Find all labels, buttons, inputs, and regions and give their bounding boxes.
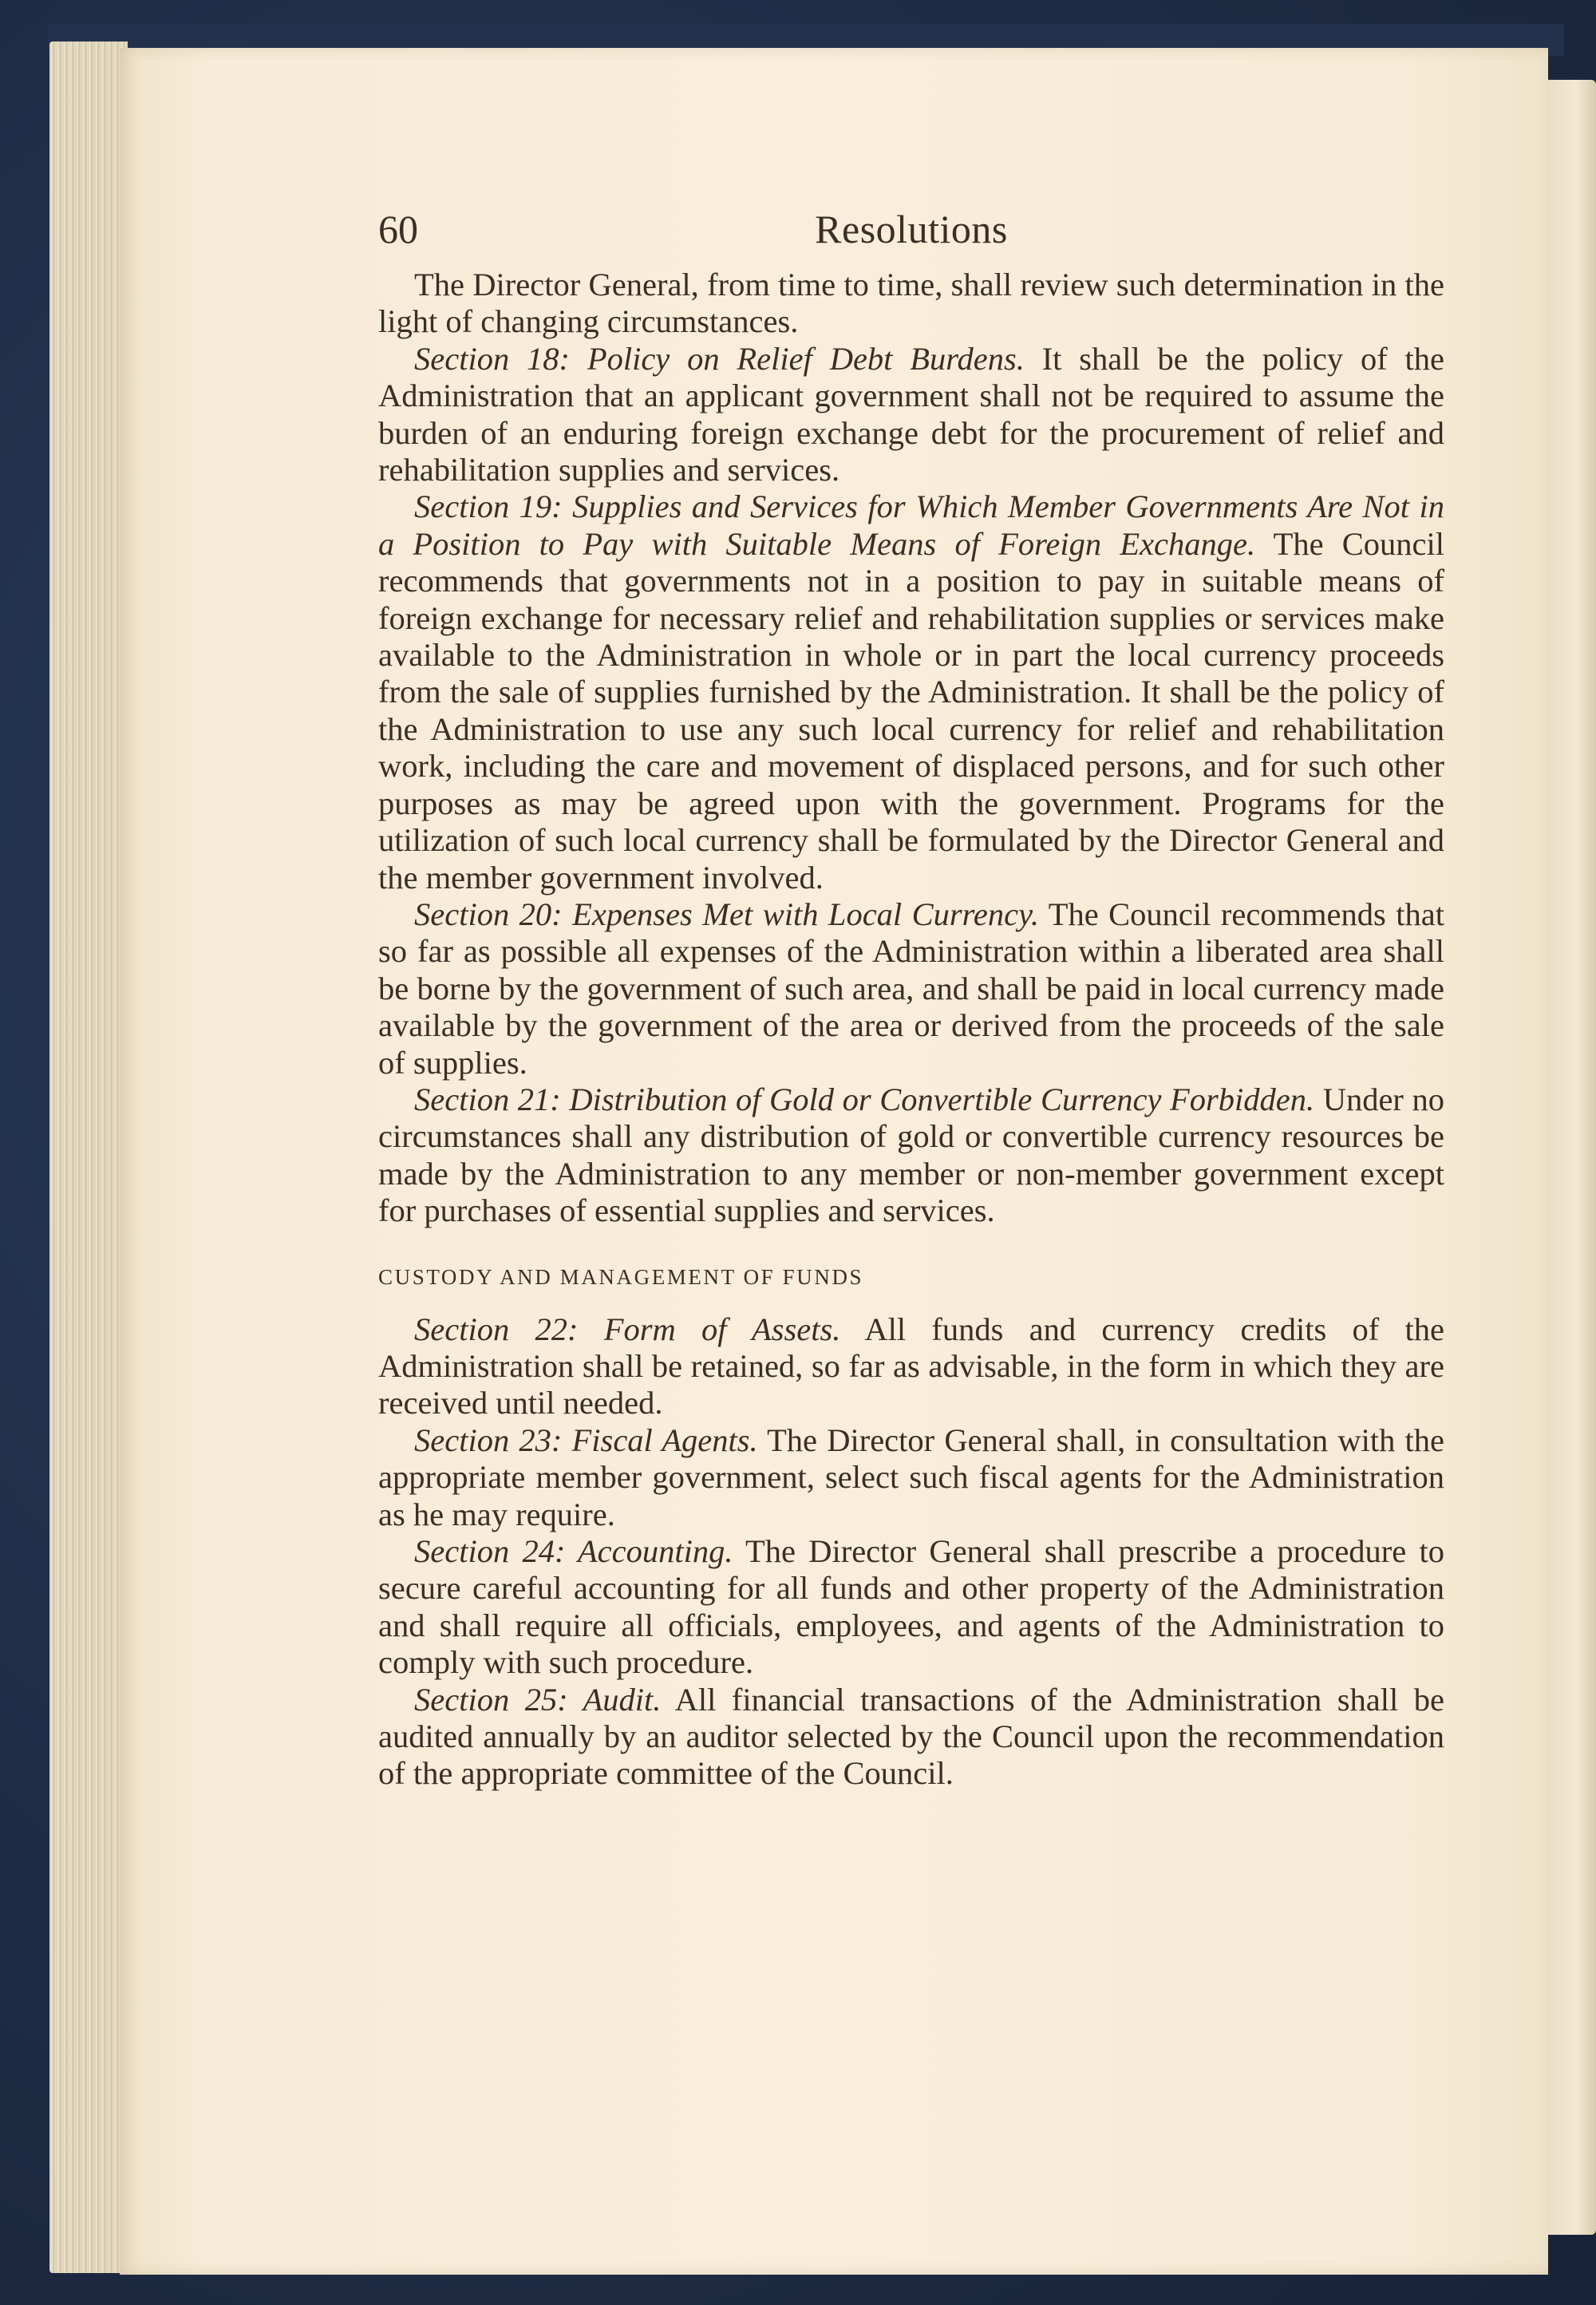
section-title: Section 24: Accounting. (414, 1533, 733, 1569)
section-22-paragraph (378, 1311, 1444, 1422)
section-20-paragraph (378, 896, 1444, 1081)
section-text: The Council recommends that governments not in a position to pay in suitable means of foreign exchange for necessary relief and rehabilitation supplies or services make available to the Administration in whole or in part the local currency proceeds from the sale of supplies furnished by the Administration. It shall be the policy of the Administration to use any such local currency for relief and rehabilitation work, including the care and movement of displaced persons, and for such other purposes as may be agreed upon with the government. Programs for the utilization of such local currency shall be formulated by the Director General and the member government involved. (378, 525, 1444, 896)
section-title: Section 20: Expenses Met with Local Currency. (414, 896, 1039, 932)
page-header (378, 200, 1444, 267)
section-title: Section 21: Distribution of Gold or Convertible Currency Forbidden. (414, 1081, 1315, 1117)
section-24-paragraph (378, 1533, 1444, 1682)
section-title: Section 18: Policy on Relief Debt Burdens. (414, 340, 1025, 377)
section-23-paragraph (378, 1422, 1444, 1533)
section-text: The Director General shall prescribe a procedure to secure careful accounting for all funds and other property of the Administration and shall require all officials, employees, and agents of the Administration to comply with such procedure. (378, 1533, 1444, 1681)
paragraph-continuation (378, 267, 1444, 341)
section-title: Section 25: Audit. (414, 1681, 662, 1718)
section-text: The Director General shall, in consultation with the appropriate member government, select such fiscal agents for the Administration as he may require. (378, 1421, 1444, 1532)
page-content (378, 200, 1444, 1793)
body-text (378, 267, 1444, 1793)
page-stack-right (1545, 80, 1596, 2235)
page-number: 60 (378, 207, 418, 251)
section-21-paragraph (378, 1081, 1444, 1230)
section-19-paragraph (378, 488, 1444, 896)
page-stack-left (49, 42, 128, 2273)
paragraph-text: The Director General, from time to time, shall review such determination in the light of changing circumstances. (378, 267, 1444, 340)
section-text: Under no circumstances shall any distribution of gold or convertible currency resources be made by the Administration to any member or non-member government except for purchases of essential supplies and services. (378, 1081, 1444, 1229)
section-text: All funds and currency credits of the Administration shall be retained, so far as advisable, in the form in which they are received until needed. (378, 1311, 1445, 1421)
running-head: Resolutions (815, 207, 1008, 251)
section-25-paragraph (378, 1682, 1444, 1793)
section-text: All financial transactions of the Administration shall be audited annually by an auditor selected by the Council upon the recommendation of the appropriate committee of the Council. (378, 1681, 1444, 1792)
section-title: Section 19: Supplies and Services for Which Member Governments Are Not in a Position to Pay with Suitable Means of Foreign Exchange. (378, 488, 1444, 562)
section-text: The Council recommends that so far as possible all expenses of the Administration within a liberated area shall be borne by the government of such area, and shall be paid in local currency made available by the government of the area or derived from the proceeds of the sale of supplies. (378, 896, 1444, 1081)
section-title: Section 22: Form of Assets. (414, 1311, 841, 1347)
subheading: CUSTODY AND MANAGEMENT OF FUNDS (378, 1264, 864, 1289)
section-title: Section 23: Fiscal Agents. (414, 1421, 758, 1458)
section-text: It shall be the policy of the Administration that an applicant government shall not be required to assume the burden of an enduring foreign exchange debt for the procurement of relief and rehabilitation supplies and services. (378, 340, 1444, 488)
section-18-paragraph (378, 341, 1444, 489)
